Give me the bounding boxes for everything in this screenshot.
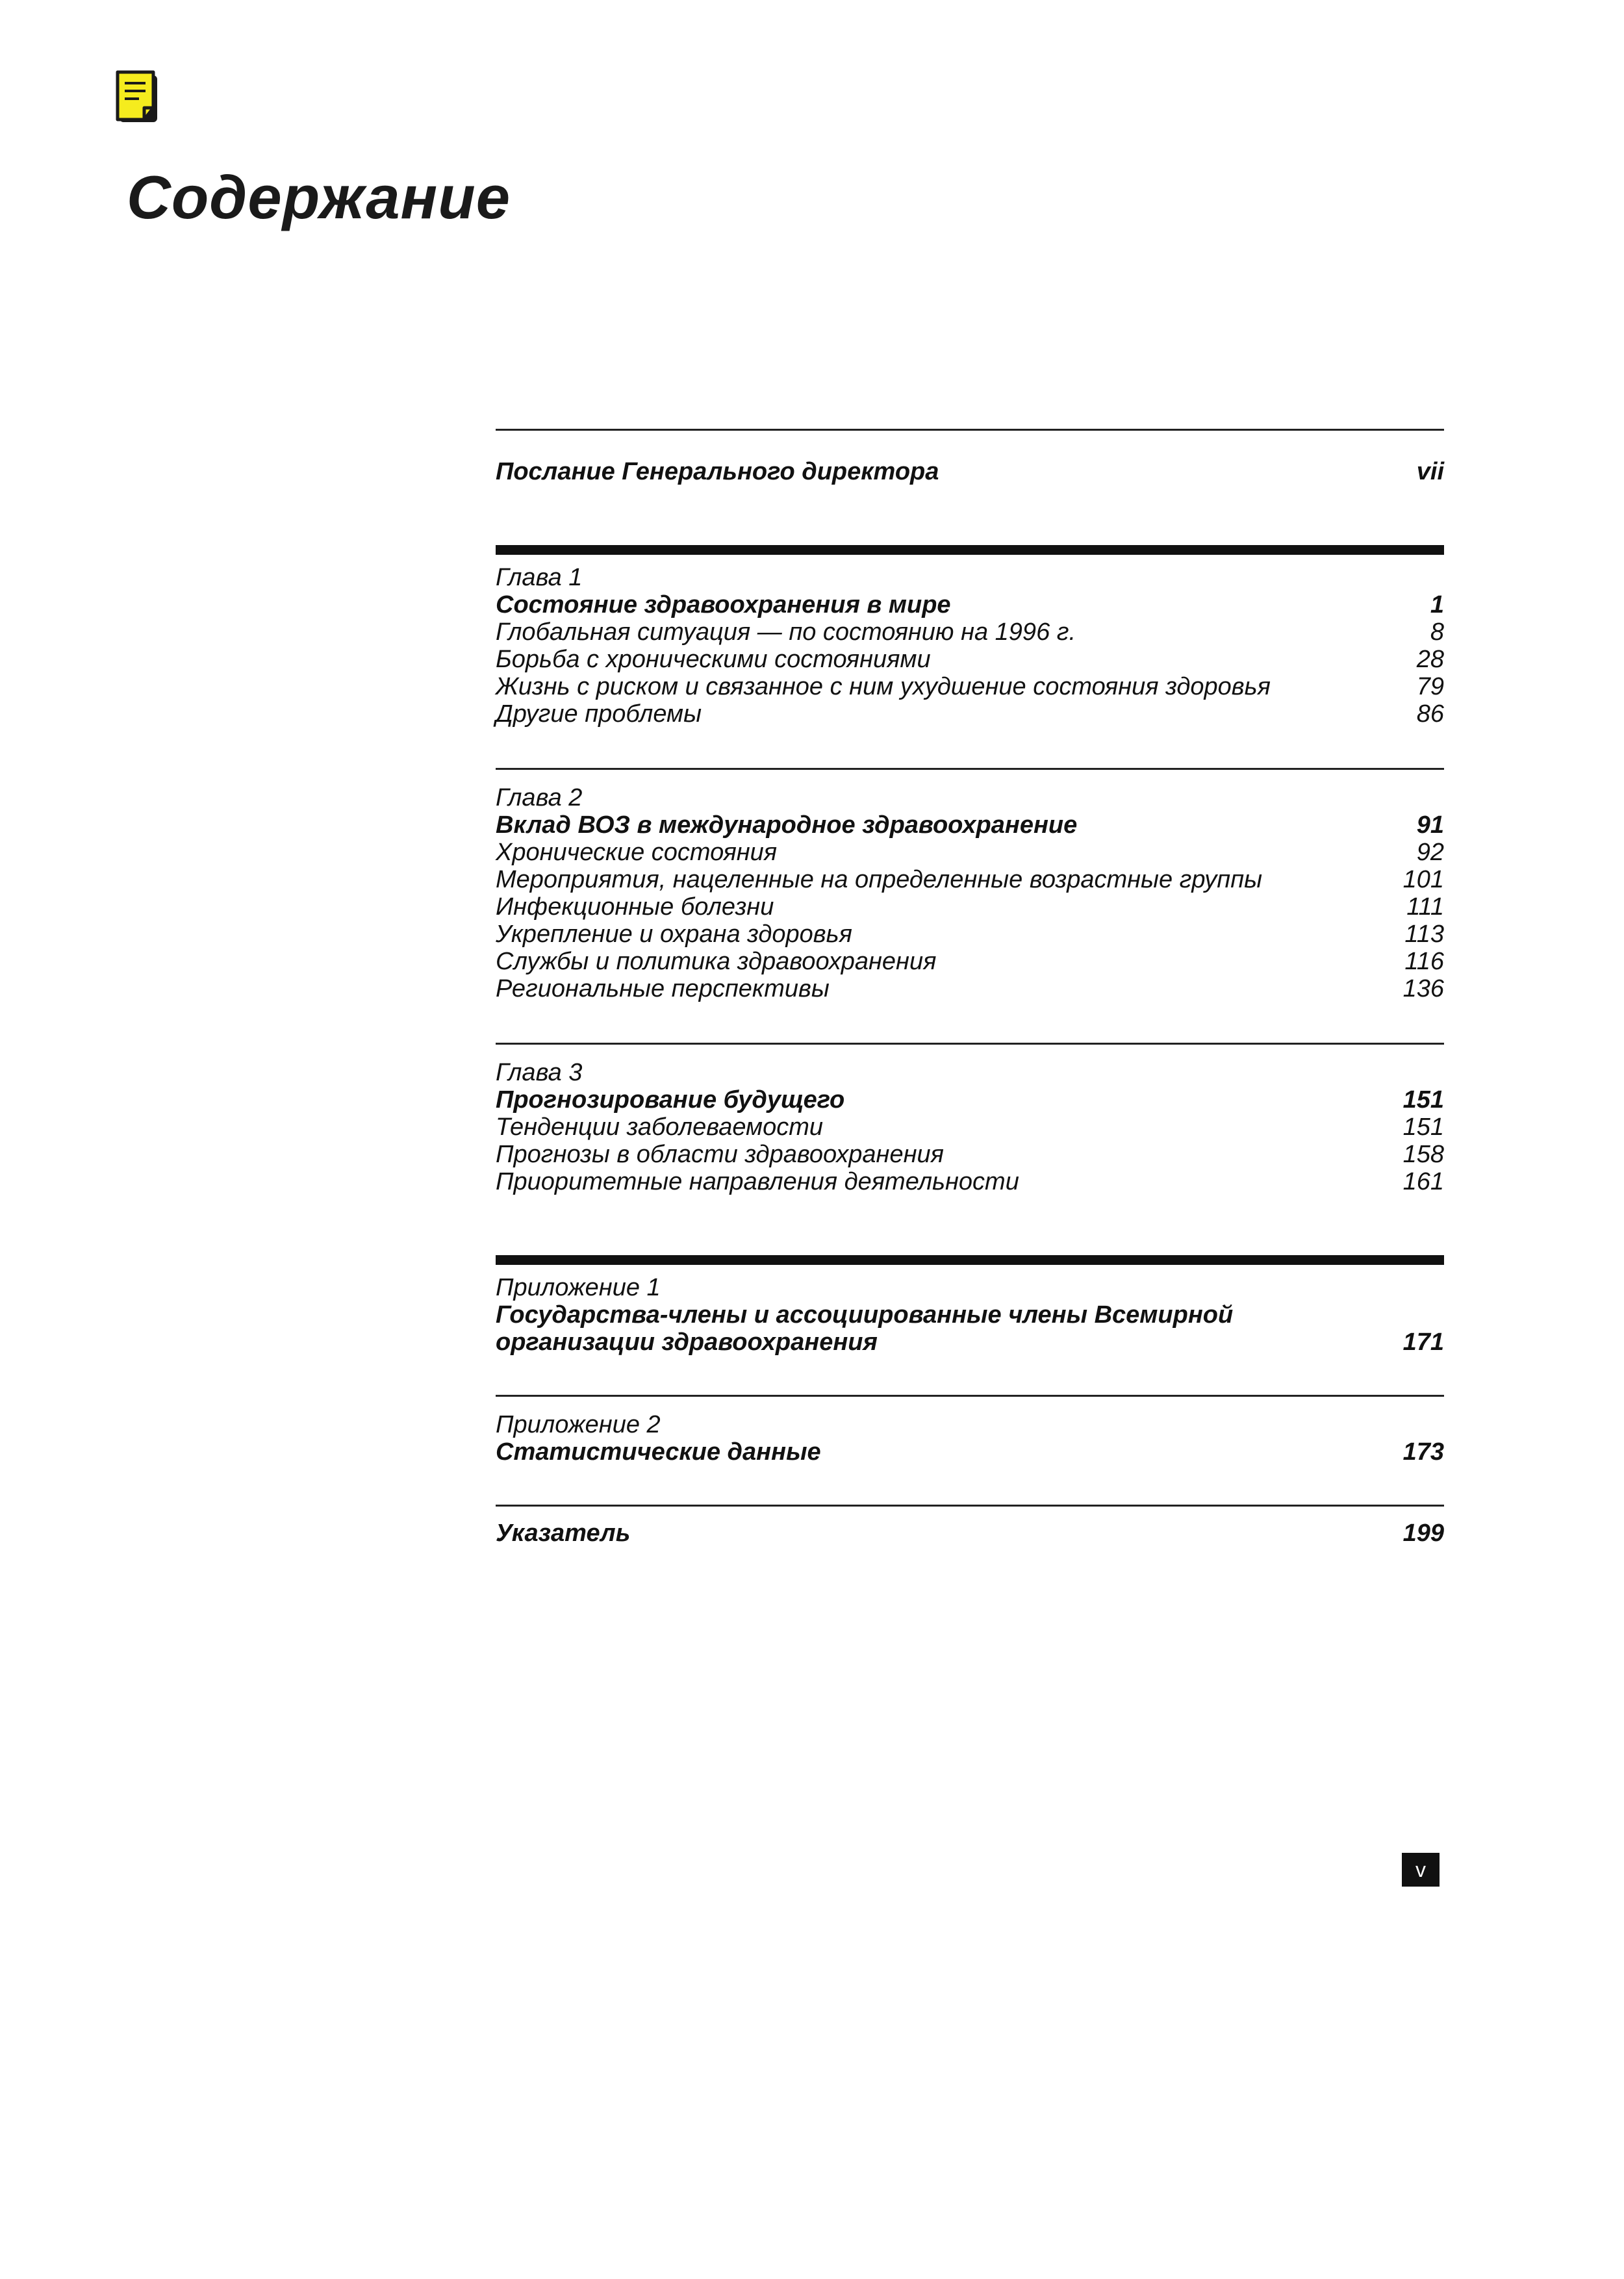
toc-entry[interactable] [496, 700, 1444, 728]
toc-entry[interactable] [496, 975, 1444, 1002]
toc-entry-page: 113 [1404, 921, 1444, 948]
toc-entry-page: 199 [1402, 1520, 1444, 1547]
page-number-badge: v [1402, 1853, 1440, 1887]
toc-entry[interactable] [496, 1168, 1444, 1195]
annex-title-line[interactable]: Государства-члены и ассоциированные члены Всемирной [496, 1301, 1234, 1329]
toc-entry[interactable] [496, 866, 1444, 893]
toc-entry-title: Глобальная ситуация — по состоянию на 1996 г. [496, 618, 1076, 646]
toc-entry[interactable] [496, 1114, 1444, 1141]
toc-entry[interactable] [496, 921, 1444, 948]
chapter-label: Глава 1 [496, 564, 583, 591]
toc-entry[interactable] [496, 839, 1444, 866]
annex-label: Приложение 1 [496, 1274, 661, 1301]
toc-entry[interactable] [496, 618, 1444, 646]
chapter-label: Глава 2 [496, 784, 583, 811]
chapter-3-section [496, 1059, 1444, 1195]
toc-entry-title: Прогнозы в области здравоохранения [496, 1141, 944, 1168]
annex-title-row[interactable] [496, 1438, 1444, 1466]
toc-entry-title: Борьба с хроническими состояниями [496, 646, 931, 673]
toc-entry-title: Указатель [496, 1520, 631, 1547]
chapter-title-row[interactable] [496, 591, 1444, 618]
toc-entry-title: Приоритетные направления деятельности [496, 1168, 1019, 1195]
toc-entry-page: 171 [1402, 1329, 1444, 1356]
note-icon [116, 70, 161, 125]
toc-entry-page: 151 [1402, 1114, 1444, 1141]
toc-entry-page: 116 [1404, 948, 1444, 975]
toc-entry-title: Жизнь с риском и связанное с ним ухудшение состояния здоровья [496, 673, 1271, 700]
toc-entry-page: 28 [1416, 646, 1444, 673]
toc-entry-title: Укрепление и охрана здоровья [496, 921, 852, 948]
annex-divider [496, 1255, 1444, 1265]
toc-entry-page: vii [1416, 458, 1444, 485]
toc-entry-page: 111 [1406, 893, 1444, 921]
annex-label: Приложение 2 [496, 1411, 661, 1438]
toc-entry[interactable] [496, 893, 1444, 921]
toc-entry-title: Мероприятия, нацеленные на определенные возрастные группы [496, 866, 1263, 893]
chapter-title-row[interactable] [496, 811, 1444, 839]
toc-entry-page: 1 [1430, 591, 1444, 618]
toc-entry-title: Хронические состояния [496, 839, 778, 866]
toc-entry-page: 92 [1416, 839, 1444, 866]
toc-entry-page: 173 [1402, 1438, 1444, 1466]
toc-entry-message[interactable] [496, 458, 1444, 485]
toc-entry-title: Региональные перспективы [496, 975, 830, 1002]
toc-entry-page: 136 [1402, 975, 1444, 1002]
chapter-label: Глава 3 [496, 1059, 583, 1086]
page-title: Содержание [127, 163, 511, 231]
toc-entry-title: Инфекционные болезни [496, 893, 774, 921]
toc-entry-page: 91 [1416, 811, 1444, 839]
toc-entry-title: Другие проблемы [496, 700, 702, 728]
toc-entry-page: 86 [1416, 700, 1444, 728]
divider [496, 1395, 1444, 1397]
toc-entry-page: 101 [1402, 866, 1444, 893]
chapter-1-section [496, 564, 1444, 728]
annex-title: Статистические данные [496, 1438, 821, 1466]
toc-entry-title: Послание Генерального директора [496, 458, 939, 485]
toc-entry-page: 161 [1402, 1168, 1444, 1195]
toc-entry-title: Тенденции заболеваемости [496, 1114, 824, 1141]
divider [496, 1505, 1444, 1507]
chapter-title: Прогнозирование будущего [496, 1086, 845, 1114]
toc-entry-page: 158 [1402, 1141, 1444, 1168]
chapter-2-section [496, 784, 1444, 1002]
chapter-title-row[interactable] [496, 1086, 1444, 1114]
annex-2-section [496, 1411, 1444, 1466]
divider [496, 768, 1444, 770]
toc-entry[interactable] [496, 1141, 1444, 1168]
annex-1-section [496, 1274, 1444, 1356]
chapter-title: Вклад ВОЗ в международное здравоохранение [496, 811, 1078, 839]
toc-entry-page: 8 [1430, 618, 1444, 646]
toc-entry-index[interactable] [496, 1520, 1444, 1547]
divider [496, 1043, 1444, 1045]
annex-title-row[interactable] [496, 1329, 1444, 1356]
toc-entry[interactable] [496, 646, 1444, 673]
toc-entry-title: Службы и политика здравоохранения [496, 948, 937, 975]
toc-entry[interactable] [496, 948, 1444, 975]
toc-entry-page: 79 [1416, 673, 1444, 700]
toc-entry[interactable] [496, 673, 1444, 700]
chapter-title: Состояние здравоохранения в мире [496, 591, 951, 618]
chapter-divider [496, 545, 1444, 555]
divider [496, 429, 1444, 431]
table-of-contents [496, 429, 1444, 1547]
annex-title: организации здравоохранения [496, 1329, 878, 1356]
toc-entry-page: 151 [1402, 1086, 1444, 1114]
